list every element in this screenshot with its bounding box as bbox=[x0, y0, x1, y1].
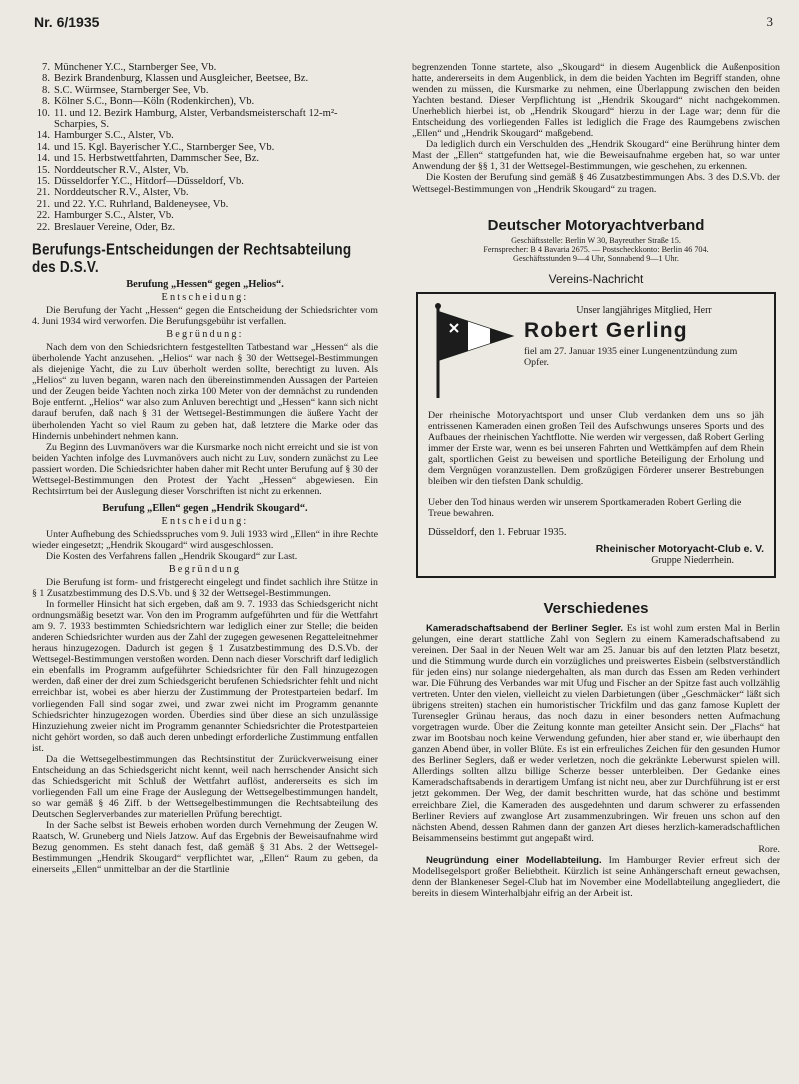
list-item bbox=[32, 96, 378, 107]
dmyv-office: Geschäftsstelle: Berlin W 30, Bayreuther Straße 15. bbox=[511, 235, 681, 245]
list-item-text: und 15. Herbstwettfahrten, Dammscher See, Bz. bbox=[54, 153, 260, 165]
notice-intro: Unser langjähriges Mitglied, Herr bbox=[576, 304, 712, 316]
list-item bbox=[32, 199, 378, 210]
case2-decision-label: Entscheidung: bbox=[161, 515, 249, 527]
list-item-number: 14. bbox=[36, 130, 50, 142]
right-column bbox=[412, 62, 780, 899]
list-item-number: 7. bbox=[42, 62, 50, 73]
case1-paragraph: Nach dem von den Schiedsrichtern festgestellten Tatbestand war „Hessen“ als die überholende Yacht anzusehen. „Helios“ war nach § 30 der Wettsegel-Bestimmungen als diejenige Yacht, die zu Luv überholt werden sollte, berechtigt zu luven. Als „Helios“ zu luven begann, waren nach den übereinstimmenden Aussagen der Parteien und der Zeugen beide Yachten noch zirka 100 Meter von der demnächst zu rundenden Boje entfernt. „Helios“ war also zum Anluven berechtigt und „Hessen“ kann sich nicht darauf berufen, daß nach § 31 der Wettsegel-Bestimmungen die äußere Yacht der überholenden Yacht so viel Raum zu geben hat, daß letztere die Marke oder das Hindernis unbehindert nehmen kann. bbox=[32, 342, 378, 442]
case2-paragraph: In der Sache selbst ist Beweis erhoben worden durch Vernehmung der Zeugen W. Raatsch, W. Gruneberg und Niels Jatzow. Auf das Ergebnis der Beweisaufnahme wird Bezug genommen. Es steht danach fest, daß gemäß § 31 Abs. 2 der Wettsegel-Bestimmungen „Hendrik Skougard“ verpflichtet war, „Ellen“ Raum zu geben, da einerseits „Ellen“ unmittelbar an der die Startlinie bbox=[32, 820, 378, 876]
list-item-number: 14. bbox=[36, 153, 50, 165]
dmyv-phone: Fernsprecher: B 4 Bavaria 2675. — Postscheckkonto: Berlin 46 704. bbox=[483, 244, 709, 254]
misc-heading: Verschiedenes bbox=[543, 599, 649, 617]
case2-reason-label: Begründung bbox=[168, 563, 242, 575]
regatta-results-list bbox=[32, 62, 378, 233]
list-item-number: 22. bbox=[36, 210, 50, 222]
list-item bbox=[32, 222, 378, 233]
notice-text: Der rheinische Motoryachtsport und unser Club verdanken dem uns so jäh entrissenen Kameraden einen großen Teil des Aufschwungs unseres Sports und des Aufbaues der rheinischen Yachtflotte. Nie werden wir vergessen, daß Robert Gerling immer der Erste war, wenn es bei unseren Fahrten und Wettkämpfen auf dem Rhein galt, sportlichen Geist zu beweisen und sportliche Beteiligung der Erholung und dem Vergnügen voranzustellen. Dem großzügigen Förderer unserer Bestrebungen bleiben wir den tiefsten Dank schuldig. bbox=[428, 409, 764, 487]
list-item-number: 22. bbox=[36, 221, 50, 233]
issue-number: Nr. 6/1935 bbox=[34, 14, 100, 30]
list-item-text: Hamburger S.C., Alster, Vb. bbox=[54, 210, 174, 222]
list-item-text: und 15. Kgl. Bayerischer Y.C., Starnberger See, Vb. bbox=[54, 141, 275, 153]
list-item-number: 8. bbox=[42, 84, 50, 96]
list-item-number: 15. bbox=[36, 176, 50, 188]
list-item bbox=[32, 153, 378, 164]
list-item-text: Bezirk Brandenburg, Klassen und Ausgleicher, Beetsee, Bz. bbox=[54, 73, 309, 85]
list-item-text: Kölner S.C., Bonn—Köln (Rodenkirchen), Vb. bbox=[54, 96, 255, 108]
list-item-text: Breslauer Vereine, Oder, Bz. bbox=[54, 221, 176, 233]
notice-club: Rheinischer Motoryacht-Club e. V. bbox=[595, 543, 764, 555]
case2-paragraph: Da die Wettsegelbestimmungen das Rechtsinstitut der Zurückverweisung einer Entscheidung an das Schiedsgericht nicht kennt, weil nach herrschender Ansicht sich das Schiedsgericht mit Schluß der Wettfahrt auflöst, andererseits es sich im vorliegenden Fall um eine Frage der Auslegung der Wettsegelbestimmungen handelt, so war gemäß § 46 Ziff. b der Wettsegelbestimmungen die Rechtsabteilung des Deutschen Seglerverbandes zur materiellen Prüfung berechtigt. bbox=[32, 753, 378, 820]
page-number: 3 bbox=[766, 14, 773, 29]
list-item-number: 21. bbox=[36, 198, 50, 210]
club-pennant-icon bbox=[428, 302, 516, 400]
notice-title: Vereins-Nachricht bbox=[548, 271, 644, 286]
list-item-text: Düsseldorfer Y.C., Hitdorf—Düsseldorf, Vb. bbox=[54, 176, 244, 188]
list-item-number: 14. bbox=[36, 141, 50, 153]
list-item bbox=[32, 130, 378, 141]
misc-item-2-text: Im Hamburger Revier erfreut sich der Modellsegelsport großer Beliebtheit. Kürzlich ist seine Anhängerschaft erneut gewachsen, denn der Blankeneser Segel-Club hat im November eine Modellabteilung angegliedert, die bereits in diesem Winterhalbjahr eifrig an der Arbeit ist. bbox=[412, 854, 780, 899]
case2-paragraph-continued: begrenzenden Tonne startete, also „Skougard“ in diesem Augenblick die Außenposition hatte, andererseits in dem Augenblick, in dem die beiden Yachten im Begriff standen, ohne wenden zu müssen, die Kursmarke zu nehmen, eine Überlappung zwischen den beiden Yachten bestand. Dieser Verpflichtung ist „Hendrik Skougard“ nicht nachgekommen. Unerheblich hierbei ist, ob „Hendrik Skougard“ hierzu in der Lage war; denn für die Entscheidung des vorliegenden Falles ist lediglich die Frage des Raumgebens zwischen „Ellen“ und „Hendrik Skougard“ maßgebend. bbox=[412, 62, 780, 140]
list-item-number: 8. bbox=[42, 96, 50, 108]
list-item-text: und 22. Y.C. Ruhrland, Baldeneysee, Vb. bbox=[54, 198, 229, 210]
list-item-text: S.C. Würmsee, Starnberger See, Vb. bbox=[54, 84, 209, 96]
misc-item-1-heading: Kameradschaftsabend der Berliner Segler. bbox=[426, 622, 624, 634]
list-item-number: 10. bbox=[36, 107, 50, 119]
list-item bbox=[32, 187, 378, 198]
misc-item-1 bbox=[412, 623, 780, 844]
list-item bbox=[32, 176, 378, 187]
list-item-number: 8. bbox=[42, 73, 50, 85]
list-item bbox=[32, 85, 378, 96]
misc-item-2 bbox=[412, 855, 780, 899]
list-item-text: Hamburger S.C., Alster, Vb. bbox=[54, 130, 174, 142]
list-item bbox=[32, 165, 378, 176]
notice-place-date: Düsseldorf, den 1. Februar 1935. bbox=[428, 526, 567, 538]
dmyv-name: Deutscher Motoryachtverband bbox=[487, 216, 705, 234]
obituary-box bbox=[416, 292, 776, 578]
list-item-text: Münchener Y.C., Starnberger See, Vb. bbox=[54, 62, 217, 73]
case2-paragraph: Die Kosten der Berufung sind gemäß § 46 Zusatzbestimmungen Abs. 3 des D.S.Vb. der Wettsegel-Bestimmungen von „Hendrik Skougard“ zu tragen. bbox=[412, 172, 780, 195]
list-item-number: 15. bbox=[36, 164, 50, 176]
left-column bbox=[32, 62, 378, 875]
notice-group: Gruppe Niederrhein. bbox=[651, 554, 734, 566]
list-item bbox=[32, 73, 378, 84]
case2-paragraph: In formeller Hinsicht hat sich ergeben, daß am 9. 7. 1933 das Schiedsgericht nicht ordnungsmäßig besetzt war. Von den im Programm aufgeführten und für die Wettfahrt am 9. 7. 1933 bestimmten Schiedsrichtern war lediglich einer zur Stelle; die beiden anderen Schiedsrichter wurden aus der Zahl der zugegen gewesenen Regatteleitnehmer heraus hinzugezogen. Dadurch ist gegen § 1 Zusatzbestimmung des D.S.Vb. der Wettsegel-Bestimmungen verstoßen worden. Denn nach dieser Vorschrift darf lediglich ein ebenfalls im Programm aufgeführter Schiedsrichter für den Fall hinzugezogen werden, daß einer der drei zum Schiedsgericht berufenen Schiedsrichter fehlt und nicht erreichbar ist, wobei es aber hierzu der Zustimmung der Protestparteien bedarf. Im vorliegenden Fall sind sogar zwei, und zwar zwei nicht im Programm genannte Schiedsrichter hinzugezogen worden. Überdies sind über diese an sich unzulässige Hinzuziehung zweier nicht im Programm genannter Schiedsrichter die Protestparteien nicht gehört worden, so daß auch deren unbedingt erforderliche Zustimmung entfallen ist. bbox=[32, 599, 378, 754]
misc-item-1-text: Es ist wohl zum ersten Mal in Berlin gelungen, eine derart stattliche Zahl von Seglern zu einem Kameradschaftsabend zu vereinen. Der Saal in der Neuen Welt war am 25. Januar bis auf den letzten Platz besetzt, und die Stimmung wurde durch ein vorzügliches und preiswertes Eisbein (selbstverständlich für jeden eins) nur solange niedergehalten, als man durch das Essen am Reden verhindert war. Die Führung des Verbandes war mit Ufug und Fischer an der Spitze fast auch vollzählig vertreten. Unter den vielen, vielleicht zu vielen Darbietungen (über „Geschmäcker“ läßt sich übrigens streiten) stachen ein humoristischer Trickfilm und das ganz famose Kuplett der Turensegler Grünau heraus, das noch dazu in einer besonders netten Aufmachung vorgetragen wurde. Über die Zeitung konnte man geteilter Ansicht sein. Der „Flachs“ hat zwar im Bootsbau noch keine Verwendung gefunden, hier aber stand er, wie überhaupt den ganzen Abend über, in voller Blüte. Es ist ein erfreuliches Zeichen für den gesunden Humor des Berliner Seglers, daß er weder verletzen, noch die gekränkte Leberwurst spielen will. Allerdings sollten allzu billige Scherze besser unterbleiben. Der Gedanke eines Kameradschaftsabends in derartigem Umfang ist nicht neu, aber zur Durchführung ist er erst jetzt gekommen. Der Weg, der damit beschritten wurde, hat das schöne und bestimmt erreichbare Ziel, die Kameraden des ausgedehnten und darum schwerer zu erfassenden Berliner Reviers auf zwanglose Art zusammenzubringen. Wir freuen uns schon auf den nächsten Abend, dessen Rahmen dann der ganzen Art dieses herzlich-kameradschaftlichen Beisammenseins bestimmt gut angepaßt wird. bbox=[412, 622, 780, 844]
list-item bbox=[32, 142, 378, 153]
list-item-text: Norddeutscher R.V., Alster, Vb. bbox=[54, 164, 189, 176]
list-item-text: Norddeutscher R.V., Alster, Vb. bbox=[54, 187, 189, 199]
section-title: Berufungs-Entscheidungen der Rechtsabteilung des D.S.V. bbox=[32, 240, 352, 276]
list-item-text: 11. und 12. Bezirk Hamburg, Alster, Verbandsmeisterschaft 12-m²-Scharpies, S. bbox=[54, 107, 338, 131]
case2-heading: Berufung „Ellen“ gegen „Hendrik Skougard“. bbox=[102, 502, 308, 514]
list-item bbox=[32, 62, 378, 73]
case2-costs-text: Die Kosten des Verfahrens fallen „Hendrik Skougard“ zur Last. bbox=[46, 550, 298, 562]
list-item bbox=[32, 108, 378, 131]
notice-text-2: Ueber den Tod hinaus werden wir unserem Sportkameraden Robert Gerling die Treue bewahren. bbox=[428, 496, 742, 519]
case1-paragraph: Zu Beginn des Luvmanövers war die Kursmarke noch nicht erreicht und sie ist von beiden Yachten infolge des Luvmanövers auch nicht zu Luv, sondern zunächst zu Lee passiert worden. Die Schiedsrichter haben daher mit Recht unter Berufung auf § 30 der Wettsegel-Bestimmungen den Protest der Yacht „Hessen“ abgewiesen. Ein Rechtsirrtum bei der Auslegung dieser Vorschriften ist nicht zu erkennen. bbox=[32, 441, 378, 497]
dmyv-hours: Geschäftsstunden 9—4 Uhr, Sonnabend 9—1 Uhr. bbox=[513, 254, 679, 264]
misc-item-1-signature: Rore. bbox=[758, 843, 780, 855]
case1-decision-label: Entscheidung: bbox=[161, 292, 249, 304]
case2-paragraph: Die Berufung ist form- und fristgerecht eingelegt und findet sachlich ihre Stütze in § 1 Zusatzbestimmung des D.S.Vb. und § 32 der Wettsegel-Bestimmungen. bbox=[32, 576, 378, 600]
case2-decision-text: Unter Aufhebung des Schiedsspruches vom 9. Juli 1933 wird „Ellen“ in ihre Rechte wieder eingesetzt; „Hendrik Skougard“ wird ausgeschlossen. bbox=[32, 528, 378, 551]
case2-paragraph: Da lediglich durch ein Verschulden des „Hendrik Skougard“ eine Berührung hinter dem Mast der „Ellen“ stattgefunden hat, wie die Beweisaufnahme ergeben hat, so war unter Anwendung der §§ 1, 31 der Wettsegel-Bestimmungen, wie geschehen, zu erkennen. bbox=[412, 139, 780, 173]
misc-item-2-heading: Neugründung einer Modellabteilung. bbox=[426, 854, 602, 866]
deceased-name: Robert Gerling bbox=[524, 318, 688, 342]
case1-decision-text: Die Berufung der Yacht „Hessen“ gegen die Entscheidung der Schiedsrichter vom 4. Juni 1934 wird verworfen. Die Berufungsgebühr ist verfallen. bbox=[32, 305, 378, 328]
list-item-number: 21. bbox=[36, 187, 50, 199]
case1-heading: Berufung „Hessen“ gegen „Helios“. bbox=[126, 279, 284, 291]
notice-death-text: fiel am 27. Januar 1935 einer Lungenentzündung zum Opfer. bbox=[524, 345, 738, 368]
list-item bbox=[32, 210, 378, 221]
case1-reason-label: Begründung: bbox=[166, 329, 244, 341]
